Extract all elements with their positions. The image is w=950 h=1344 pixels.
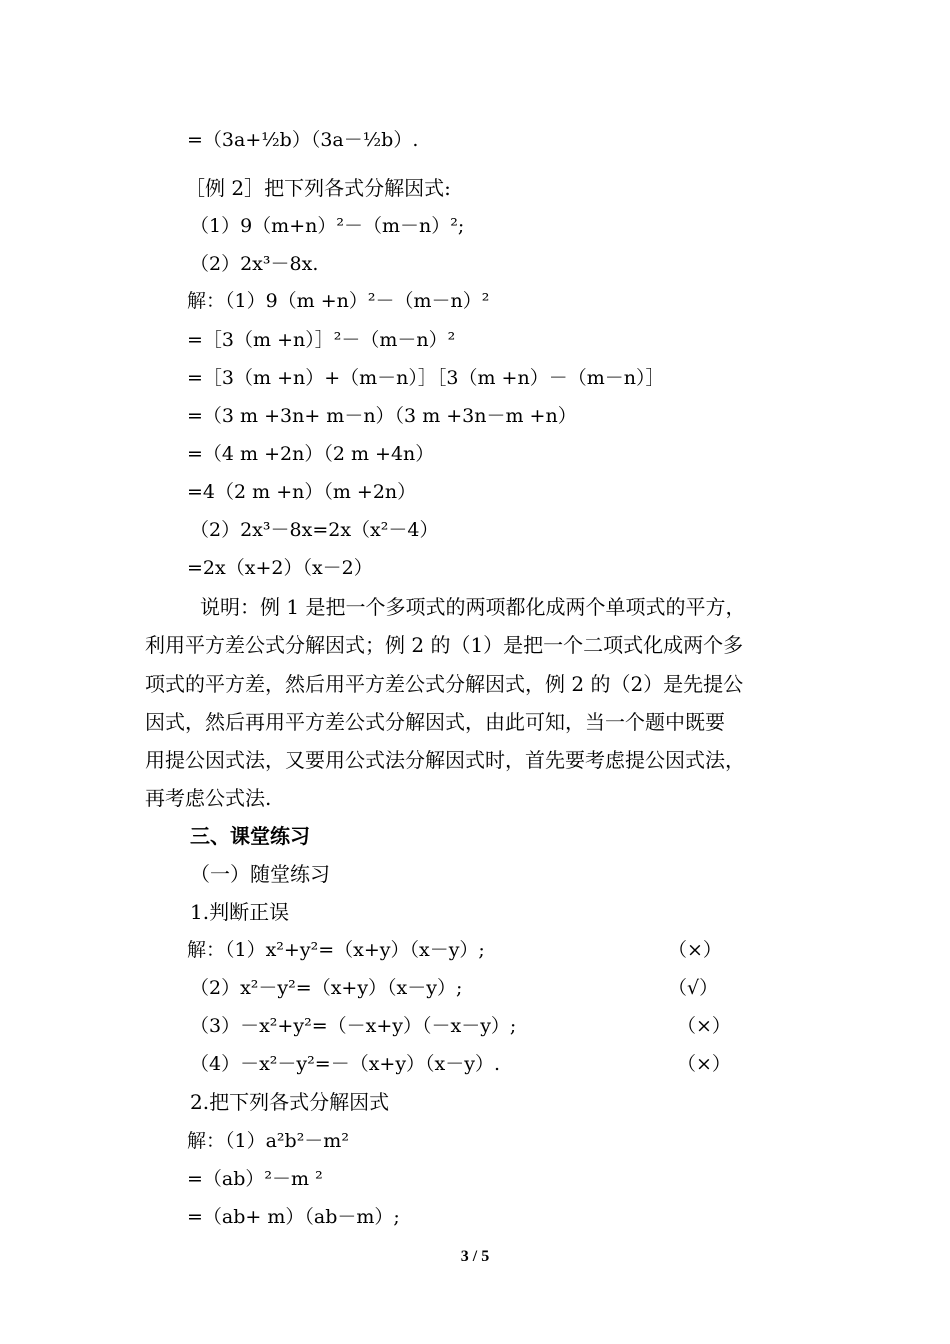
question-title: 2.把下列各式分解因式 xyxy=(190,1090,390,1114)
explanation-line: 说明：例 1 是把一个多项式的两项都化成两个单项式的平方， xyxy=(200,595,746,619)
math-line: =2x（x+2）（x－2） xyxy=(187,557,373,579)
math-line: =（3a+½b）（3a－½b）. xyxy=(187,129,419,151)
explanation-line: 再考虑公式法. xyxy=(145,786,272,810)
example-heading: ［例 2］把下列各式分解因式: xyxy=(185,176,451,200)
explanation-line: 项式的平方差，然后用平方差公式分解因式，例 2 的（2）是先提公 xyxy=(145,672,744,696)
judgment-mark: （×） xyxy=(677,1053,731,1075)
math-line: =（ab+ m）（ab－m）; xyxy=(187,1206,400,1228)
math-line: （1）9（m+n）²－（m－n）²; xyxy=(190,215,465,237)
math-line: =［3（m +n）+（m－n）］［3（m +n）－（m－n）］ xyxy=(187,367,665,389)
judgment-item: （2）x²－y²=（x+y）（x－y）; xyxy=(190,977,463,999)
math-line: （2）2x³－8x. xyxy=(190,253,319,275)
judgment-mark: （×） xyxy=(668,939,722,961)
explanation-line: 因式，然后再用平方差公式分解因式，由此可知，当一个题中既要 xyxy=(145,710,725,734)
math-line: =（4 m +2n）（2 m +4n） xyxy=(187,443,435,465)
judgment-item: 解：（1）x²+y²=（x+y）（x－y）; xyxy=(187,939,485,961)
math-line: （2）2x³－8x=2x（x²－4） xyxy=(190,519,439,541)
math-line: =（ab）²－m ² xyxy=(187,1168,323,1190)
explanation-line: 用提公因式法，又要用公式法分解因式时，首先要考虑提公因式法， xyxy=(145,748,745,772)
page-number: 3 / 5 xyxy=(460,1248,490,1265)
math-line: =（3 m +3n+ m－n）（3 m +3n－m +n） xyxy=(187,405,577,427)
judgment-mark: （√） xyxy=(668,977,719,999)
math-line: 解：（1）a²b²－m² xyxy=(187,1130,349,1152)
explanation-line: 利用平方差公式分解因式；例 2 的（1）是把一个二项式化成两个多 xyxy=(145,633,744,657)
judgment-mark: （×） xyxy=(677,1015,731,1037)
sub-heading: （一）随堂练习 xyxy=(190,862,330,886)
judgment-item: （3）－x²+y²=（－x+y）（－x－y）; xyxy=(190,1015,517,1037)
judgment-item: （4）－x²－y²=－（x+y）（x－y）. xyxy=(190,1053,501,1075)
math-line: 解：（1）9（m +n）²－（m－n）² xyxy=(187,290,490,312)
math-line: =［3（m +n）］²－（m－n）² xyxy=(187,329,456,351)
math-line: =4（2 m +n）（m +2n） xyxy=(187,481,417,503)
question-title: 1.判断正误 xyxy=(190,900,290,924)
section-heading: 三、课堂练习 xyxy=(190,824,310,848)
